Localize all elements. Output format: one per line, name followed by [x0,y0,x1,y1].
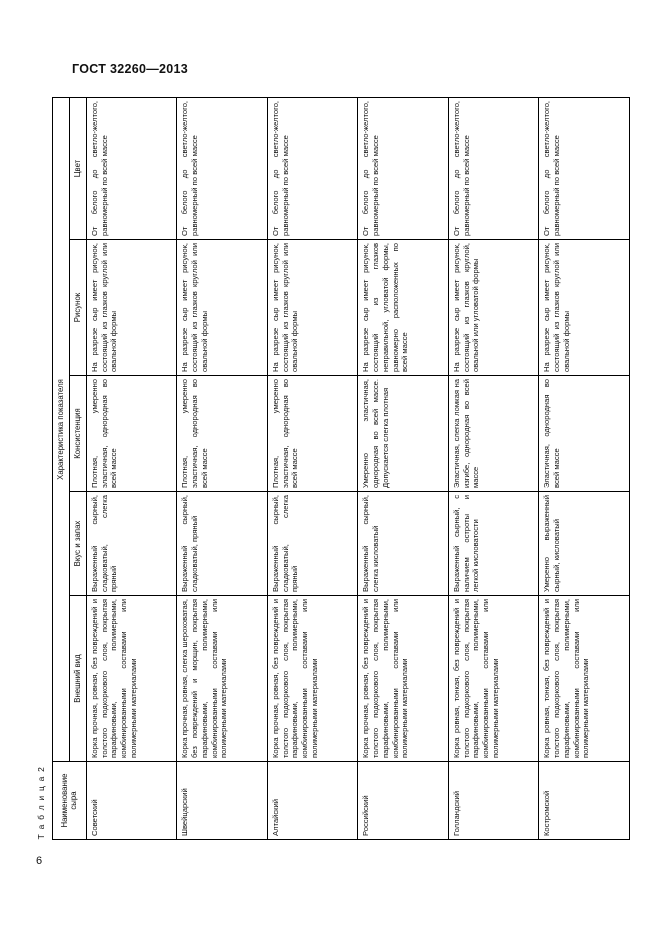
cell-appearance: Корка прочная, ровная, без повреждений и толстого подкоркового слоя, покрытая парафиновыми, полимерными, комбинированными составами или полимерными материалами [86,596,177,762]
cell-color: От белого до светло-желтого, равномерный по всей массе [448,97,539,239]
cell-appearance: Корка прочная, ровная, слегка шероховатая, без повреждений и морщин, покрытая парафиновыми, полимерными, комбинированными составами или полимерными материалами [177,596,268,762]
page-number: 6 [36,855,43,867]
cell-taste: Выраженный сырный, сладковатый, слегка пряный [267,492,358,596]
cell-consistency: Плотная, умеренно эластичная, однородная во всей массе [267,376,358,492]
cell-taste: Выраженный сырный, сладковатый, пряный [177,492,268,596]
cell-pattern: На разрезе сыр имеет рисунок, состоящий из глазков круглой или овальной формы [177,240,268,376]
table-header-group-row [53,97,70,839]
table-row [86,97,177,839]
column-header-consistency: Консистенция [69,376,86,492]
table-row [177,97,268,839]
cell-taste: Выраженный сырный, слегка кисловатый [358,492,449,596]
table-row [267,97,358,839]
cell-appearance: Корка ровная, тонкая, без повреждений и толстого подкоркового слоя, покрытая парафиновыми, полимерными, комбинированными составами или полимерными материалами [448,596,539,762]
table-header-row [69,97,86,839]
cell-pattern: На разрезе сыр имеет рисунок, состоящий из глазков круглой или овальной формы [86,240,177,376]
cell-color: От белого до светло-желтого, равномерный по всей массе [177,97,268,239]
cell-color: От белого до светло-желтого, равномерный по всей массе [358,97,449,239]
cell-pattern: На разрезе сыр имеет рисунок, состоящий из глазков круглой, овальной или угловатой формы [448,240,539,376]
cell-cheese-name: Алтайский [267,762,358,840]
cell-appearance: Корка прочная, ровная, без повреждений и толстого подкоркового слоя, покрытая парафиновыми, полимерными, комбинированными составами или полимерными материалами [267,596,358,762]
column-header-pattern: Рисунок [69,240,86,376]
column-header-group: Характеристика показателя [53,97,70,761]
cell-appearance: Корка ровная, тонкая, без повреждений и толстого подкоркового слоя, покрытая парафиновыми, полимерными, комбинированными составами или полимерными материалами [539,596,630,762]
cell-consistency: Эластичная, однородная во всей массе [539,376,630,492]
cell-consistency: Плотная, умеренно эластичная, однородная во всей массе [177,376,268,492]
cell-pattern: На разрезе сыр имеет рисунок, состоящий из глазков круглой или овальной формы [267,240,358,376]
table-row [358,97,449,839]
cell-pattern: На разрезе сыр имеет рисунок, состоящий из глазков неправильной, угловатой формы, равномерно расположенных по всей массе [358,240,449,376]
cell-color: От белого до светло-желтого, равномерный по всей массе [539,97,630,239]
cell-appearance: Корка прочная, ровная, без повреждений и толстого подкоркового слоя, покрытая парафиновыми, полимерными, комбинированными составами или полимерными материалами [358,596,449,762]
table-row [448,97,539,839]
cell-pattern: На разрезе сыр имеет рисунок, состоящий из глазков круглой или овальной формы [539,240,630,376]
cell-color: От белого до светло-желтого, равномерный по всей массе [86,97,177,239]
cell-cheese-name: Советский [86,762,177,840]
cell-consistency: Умеренно эластичная, однородная во всей массе. Допускается слегка плотная [358,376,449,492]
cell-consistency: Плотная, умеренно эластичная, однородная во всей массе [86,376,177,492]
cell-color: От белого до светло-желтого, равномерный по всей массе [267,97,358,239]
column-header-color: Цвет [69,97,86,239]
table-row [539,97,630,839]
cell-cheese-name: Костромской [539,762,630,840]
cell-consistency: Эластичная, слегка ломкая на изгибе, однородная во всей массе [448,376,539,492]
standard-header: ГОСТ 32260—2013 [72,62,189,76]
characteristics-table [52,97,630,840]
cell-taste: Выраженный сырный, с наличием остроты и легкой кисловатости [448,492,539,596]
column-header-taste: Вкус и запах [69,492,86,596]
table-caption: Т а б л и ц а 2 [36,766,46,840]
cell-cheese-name: Голландский [448,762,539,840]
cell-taste: Умеренно выраженный сырный, кисловатый [539,492,630,596]
cell-cheese-name: Швейцарский [177,762,268,840]
cell-cheese-name: Российский [358,762,449,840]
rotated-table-wrapper [52,98,630,840]
column-header-appearance: Внешний вид [69,596,86,762]
cell-taste: Выраженный сырный, сладковатый, слегка пряный [86,492,177,596]
column-header-name: Наименование сыра [53,762,87,840]
